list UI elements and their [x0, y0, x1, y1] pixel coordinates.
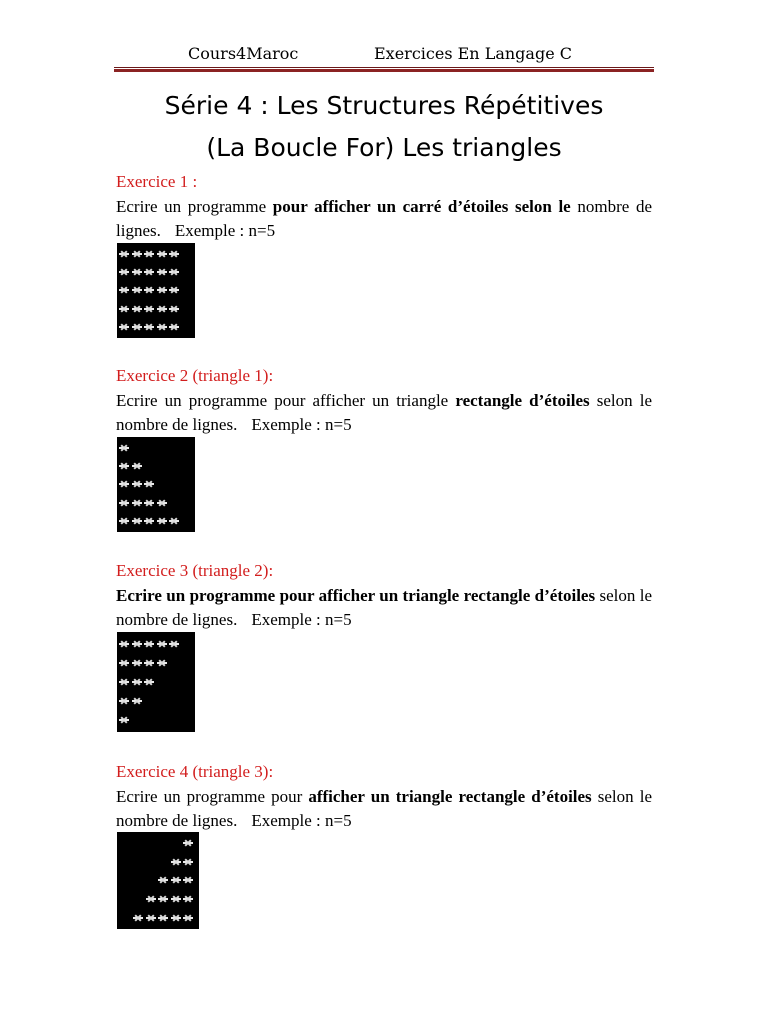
- page-title: Série 4 : Les Structures Répétitives: [164, 91, 604, 120]
- page-header: [114, 42, 654, 64]
- statement-part: Ecrire un programme pour: [116, 787, 309, 806]
- header-rule: [114, 67, 654, 68]
- exercise-title: Exercice 4 (triangle 3):: [116, 762, 274, 781]
- asterisk-glyph: [182, 894, 195, 904]
- exercise-title: Exercice 3 (triangle 2):: [116, 561, 274, 580]
- console-output-image: [117, 243, 195, 338]
- exercise-title: Exercice 2 (triangle 1):: [116, 366, 274, 385]
- example-label: Exemple : n=5: [251, 610, 352, 629]
- asterisk-glyph: [168, 304, 181, 314]
- asterisk-glyph: [156, 304, 169, 314]
- asterisk-glyph: [131, 285, 144, 295]
- asterisk-glyph: [118, 443, 131, 453]
- asterisk-glyph: [131, 267, 144, 277]
- asterisk-glyph: [168, 249, 181, 259]
- star-row: [118, 318, 181, 336]
- asterisk-glyph: [131, 479, 144, 489]
- asterisk-glyph: [182, 857, 195, 867]
- asterisk-glyph: [157, 875, 170, 885]
- exercise-1: [116, 171, 652, 243]
- star-row: [118, 672, 156, 691]
- asterisk-glyph: [118, 677, 131, 687]
- asterisk-glyph: [156, 267, 169, 277]
- exercise-4: [116, 761, 652, 833]
- star-row: [132, 908, 195, 927]
- console-output-image: [117, 832, 199, 929]
- asterisk-glyph: [168, 285, 181, 295]
- star-row: [118, 281, 181, 299]
- star-row: [182, 834, 195, 853]
- asterisk-glyph: [118, 639, 131, 649]
- asterisk-glyph: [118, 322, 131, 332]
- asterisk-glyph: [168, 516, 181, 526]
- exercise-statement: [116, 389, 652, 437]
- asterisk-glyph: [118, 285, 131, 295]
- asterisk-glyph: [143, 516, 156, 526]
- example-label: Exemple : n=5: [251, 415, 352, 434]
- asterisk-glyph: [143, 658, 156, 668]
- asterisk-glyph: [156, 498, 169, 508]
- star-row: [118, 692, 143, 711]
- asterisk-glyph: [118, 249, 131, 259]
- statement-part: nombre de lignes.: [116, 197, 652, 240]
- exercise-statement: [116, 785, 652, 833]
- star-row: [118, 263, 181, 281]
- statement-part: Ecrire un programme: [116, 197, 273, 216]
- star-row: [157, 871, 195, 890]
- asterisk-glyph: [131, 498, 144, 508]
- asterisk-glyph: [131, 322, 144, 332]
- example-label: Exemple : n=5: [174, 221, 276, 240]
- asterisk-glyph: [143, 249, 156, 259]
- header-rule-thick: [114, 69, 654, 72]
- star-row: [118, 457, 143, 475]
- star-row: [118, 475, 156, 493]
- statement-part: Ecrire un programme pour afficher un triangle: [116, 391, 456, 410]
- asterisk-glyph: [157, 894, 170, 904]
- asterisk-glyph: [131, 677, 144, 687]
- asterisk-glyph: [118, 715, 131, 725]
- star-row: [170, 853, 195, 872]
- statement-bold: rectangle d’étoiles: [455, 391, 590, 410]
- asterisk-glyph: [118, 658, 131, 668]
- star-row: [118, 634, 181, 653]
- asterisk-glyph: [182, 875, 195, 885]
- asterisk-glyph: [143, 267, 156, 277]
- asterisk-glyph: [131, 461, 144, 471]
- asterisk-glyph: [131, 639, 144, 649]
- asterisk-glyph: [157, 913, 170, 923]
- asterisk-glyph: [156, 322, 169, 332]
- asterisk-glyph: [118, 267, 131, 277]
- asterisk-glyph: [168, 322, 181, 332]
- exercise-statement: [116, 584, 652, 632]
- asterisk-glyph: [156, 639, 169, 649]
- asterisk-glyph: [182, 913, 195, 923]
- statement-bold: Ecrire un programme pour afficher un triangle rectangle d’étoiles: [116, 586, 596, 605]
- statement-part: selon le nombre de lignes.: [116, 787, 652, 830]
- star-row: [118, 245, 181, 263]
- statement-bold: afficher un triangle rectangle d’étoiles: [308, 787, 592, 806]
- asterisk-glyph: [118, 498, 131, 508]
- asterisk-glyph: [131, 249, 144, 259]
- asterisk-glyph: [118, 304, 131, 314]
- exercise-title: Exercice 1 :: [116, 172, 198, 191]
- asterisk-glyph: [143, 322, 156, 332]
- asterisk-glyph: [131, 516, 144, 526]
- asterisk-glyph: [170, 857, 183, 867]
- asterisk-glyph: [145, 913, 158, 923]
- asterisk-glyph: [143, 677, 156, 687]
- asterisk-glyph: [143, 479, 156, 489]
- asterisk-glyph: [118, 479, 131, 489]
- asterisk-glyph: [156, 516, 169, 526]
- asterisk-glyph: [170, 913, 183, 923]
- asterisk-glyph: [131, 304, 144, 314]
- star-row: [118, 711, 131, 730]
- page-subtitle: (La Boucle For) Les triangles: [206, 133, 562, 162]
- statement-part: selon le nombre de lignes.: [116, 391, 652, 434]
- asterisk-glyph: [145, 894, 158, 904]
- asterisk-glyph: [143, 285, 156, 295]
- asterisk-glyph: [143, 304, 156, 314]
- asterisk-glyph: [143, 498, 156, 508]
- exercise-statement: [116, 195, 652, 243]
- asterisk-glyph: [131, 696, 144, 706]
- asterisk-glyph: [156, 285, 169, 295]
- star-row: [118, 512, 181, 530]
- header-course-title: Exercices En Langage C: [374, 44, 572, 63]
- asterisk-glyph: [168, 267, 181, 277]
- star-row: [118, 439, 131, 457]
- console-output-image: [117, 437, 195, 532]
- asterisk-glyph: [156, 658, 169, 668]
- asterisk-glyph: [170, 894, 183, 904]
- asterisk-glyph: [170, 875, 183, 885]
- statement-part: selon le nombre de lignes.: [116, 586, 653, 629]
- star-row: [118, 653, 168, 672]
- statement-bold: pour afficher un carré d’étoiles selon le: [272, 197, 571, 216]
- asterisk-glyph: [168, 639, 181, 649]
- asterisk-glyph: [182, 838, 195, 848]
- asterisk-glyph: [118, 461, 131, 471]
- asterisk-glyph: [118, 516, 131, 526]
- exercise-2: [116, 365, 652, 437]
- asterisk-glyph: [131, 658, 144, 668]
- asterisk-glyph: [156, 249, 169, 259]
- asterisk-glyph: [143, 639, 156, 649]
- star-row: [118, 300, 181, 318]
- header-site-name: Cours4Maroc: [188, 44, 299, 63]
- exercise-3: [116, 560, 652, 632]
- asterisk-glyph: [118, 696, 131, 706]
- example-label: Exemple : n=5: [251, 811, 352, 830]
- console-output-image: [117, 632, 195, 732]
- star-row: [118, 494, 168, 512]
- star-row: [145, 890, 195, 909]
- asterisk-glyph: [132, 913, 145, 923]
